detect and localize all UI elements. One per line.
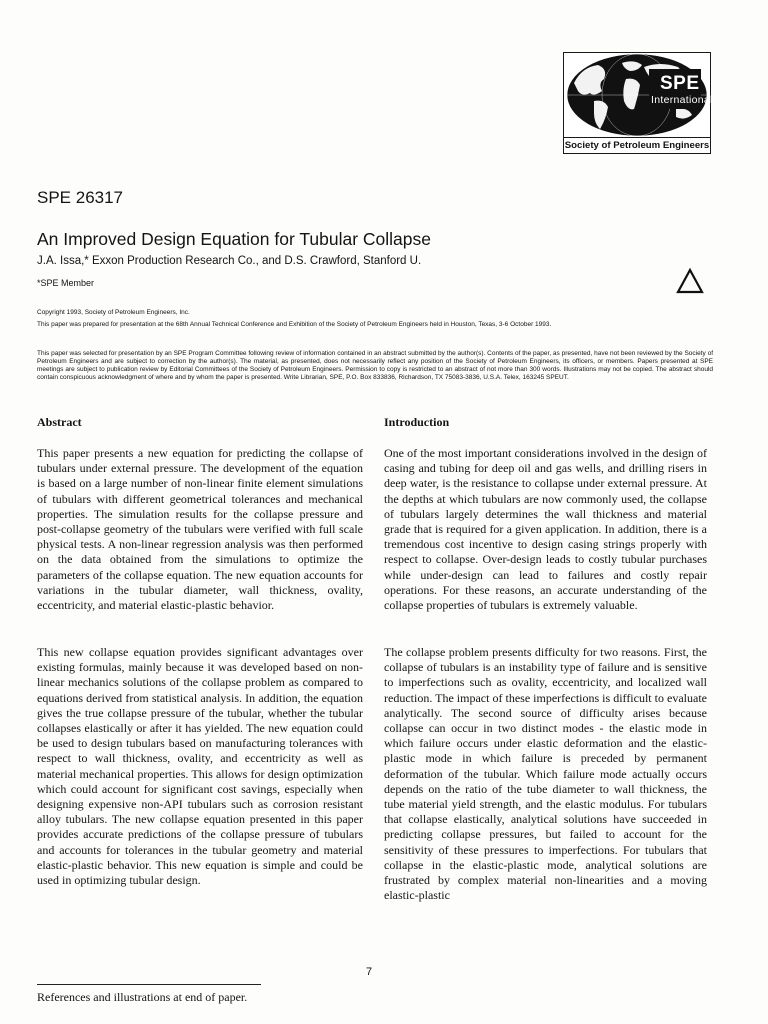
abstract-paragraph-2: This new collapse equation provides significant advantages over existing formulas, mainly because it was developed based on non-linear mechanics solutions of the collapse problem as compared to equations derived from statistical analysis. In addition, the equation gives the true collapse pressure of the tubular, whether the tubular collapses elastically or after it has yielded. The new equation could be used to design tubulars based on manufacturing tolerances with respect to wall thickness, ovality, and eccentricity as well as material mechanical properties. This allows for design optimization which could account for significant cost savings, especially when designing expensive non-API tubulars such as corrosion resistant alloy tubulars. The new collapse equation presented in this paper provides accurate predictions of the collapse pressure of tubulars and accounts for tolerances in the tubular geometry and material elastic-plastic behavior. This new equation is simple and could be used in optimizing tubular design. [37,645,363,888]
authors: J.A. Issa,* Exxon Production Research Co., and D.S. Crawford, Stanford U. [37,255,422,267]
footnote: References and illustrations at end of paper. [37,990,248,1004]
abstract-heading: Abstract [37,415,82,429]
introduction-paragraph-2: The collapse problem presents difficulty for two reasons. First, the collapse of tubulars is an instability type of failure and is sensitive to imperfections such as ovality, eccentricity, and localized wall reduction. The impact of these imperfections is difficult to evaluate analytically. The second source of difficulty arises because collapse can occur in two distinct modes - the elastic mode in which failure occurs under elastic deformation and the elastic-plastic mode in which failure is preceded by permanent deformation of the tubular. Which failure mode actually occurs depends on the ratio of the tube diameter to wall thickness, the tube material yield strength, and the elastic modulus. For tubulars that collapse elastically, analytical solutions have succeeded in predicting collapse pressures, but failed to account for the sensitivity of these pressures to imperfections. For tubulars that collapse in the elastic-plastic mode, analytical solutions are frustrated by complex material non-linearities and a moving elastic-plastic [384,645,707,903]
paper-id: SPE 26317 [37,188,124,207]
copyright-notice: Copyright 1993, Society of Petroleum Engineers, Inc. [37,309,190,316]
logo-subtitle: International [651,94,713,106]
delta-icon [676,268,704,294]
footnote-divider [37,984,261,985]
abstract-paragraph-1: This paper presents a new equation for predicting the collapse of tubulars under external pressure. The development of the equation is based on a large number of non-linear finite element simulations of tubulars with different geometrical tolerances and mechanical properties. The simulation results for the collapse pressure and post-collapse geometry of the tubulars were verified with full scale physical tests. A non-linear regression analysis was then performed on the data obtained from the simulations to optimize the parameters of the collapse equation. The new equation accounts for variations in the tubular diameter, wall thickness, ovality, eccentricity, and material elastic-plastic behavior. [37,446,363,613]
selection-notice: This paper was selected for presentation by an SPE Program Committee following review of information contained in an abstract submitted by the author(s). Contents of the paper, as presented, have not been reviewed by the Society of Petroleum Engineers and are subject to correction by the author(s). The material, as presented, does not necessarily reflect any position of the Society of Petroleum Engineers, its officers, or members. Papers presented at SPE meetings are subject to publication review by Editorial Committees of the Society of Petroleum Engineers. Permission to copy is restricted to an abstract of not more than 300 words. Illustrations may not be copied. The abstract should contain conspicuous acknowledgment of where and by whom the paper is presented. Write Librarian, SPE, P.O. Box 833836, Richardson, TX 75083-3836, U.S.A. Telex, 163245 SPEUT. [37,350,714,381]
paper-title: An Improved Design Equation for Tubular Collapse [37,229,431,249]
introduction-heading: Introduction [384,415,450,429]
spe-logo [563,52,711,154]
prepared-notice: This paper was prepared for presentation at the 68th Annual Technical Conference and Exhibition of the Society of Petroleum Engineers held in Houston, Texas, 3-6 October 1993. [37,321,552,328]
page-number: 7 [366,966,373,978]
logo-mark: SPE [660,73,700,94]
spe-member-note: *SPE Member [37,278,95,288]
logo-society-name: Society of Petroleum Engineers [564,137,710,154]
introduction-paragraph-1: One of the most important considerations involved in the design of casing and tubing for deep oil and gas wells, and drilling risers in deep water, is the resistance to collapse under external pressure. At the depths at which tubulars are now commonly used, the collapse of tubulars largely determines the wall thickness and material grade that is required for a given application. In addition, there is a tremendous cost incentive to design casing strings properly with respect to collapse. Over-design leads to costly tubular purchases while under-design can lead to failures and costly repair operations. For these reasons, an accurate understanding of the collapse properties of tubulars is extremely valuable. [384,446,707,613]
